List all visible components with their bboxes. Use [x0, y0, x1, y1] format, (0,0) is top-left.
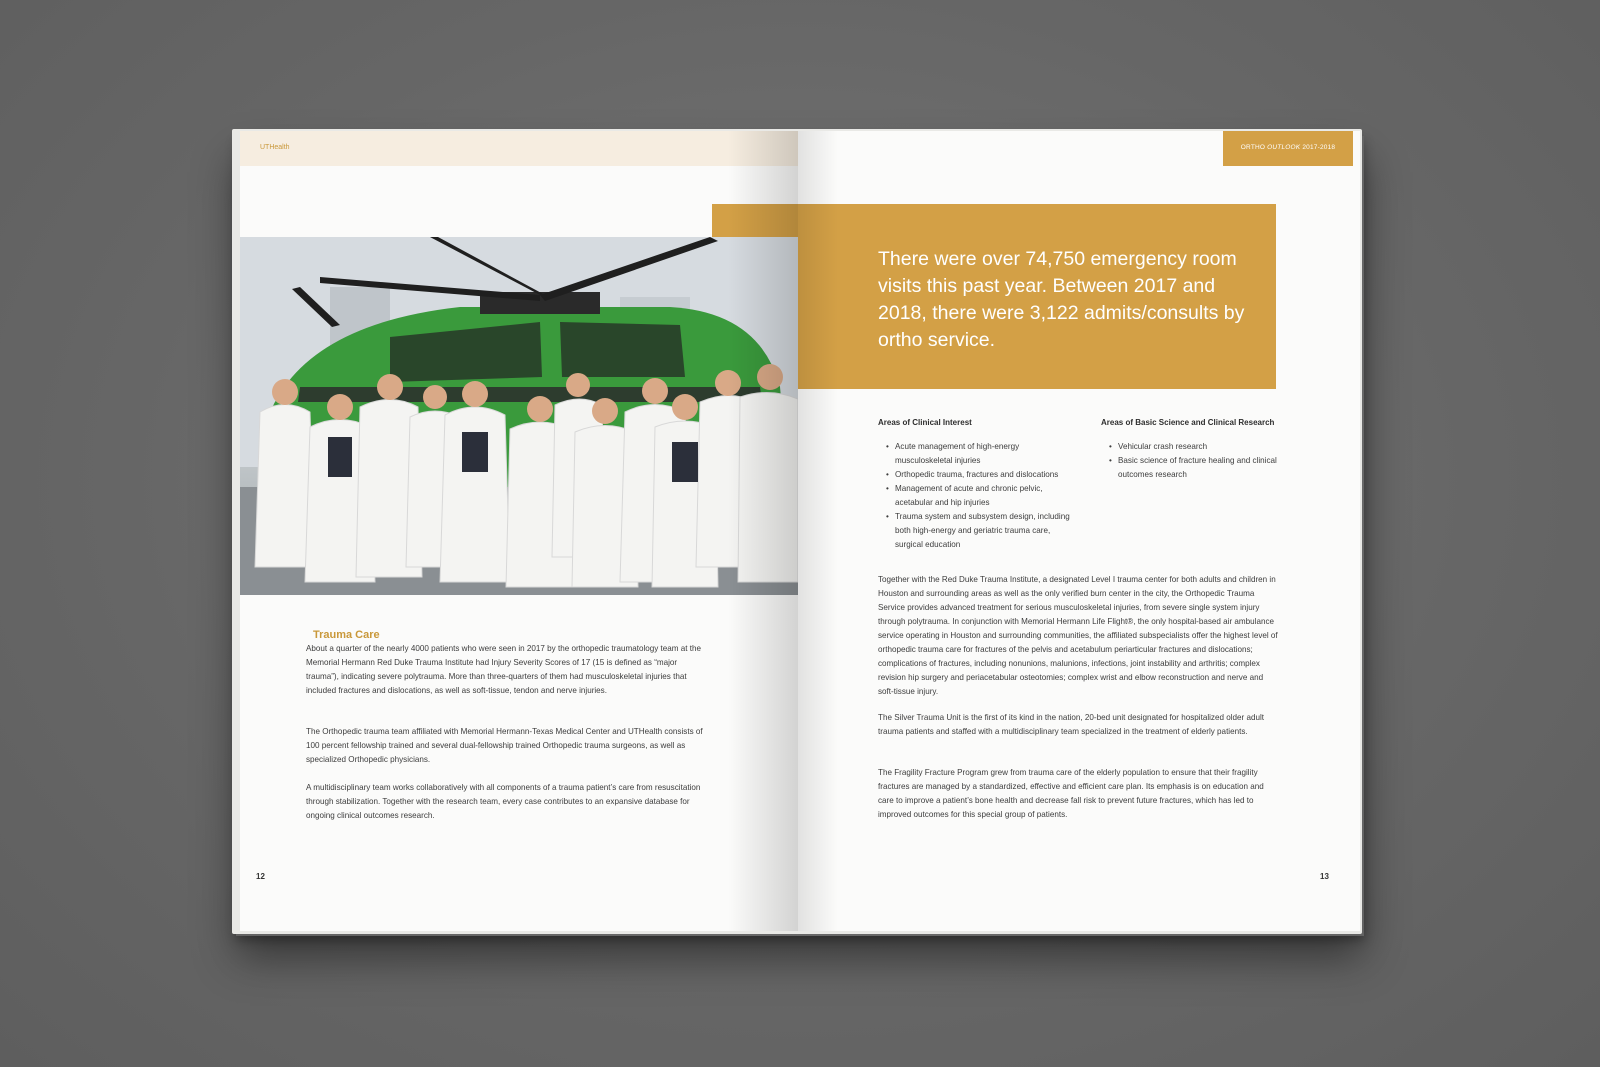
- right-paragraph-3: The Fragility Fracture Program grew from trauma care of the elderly population to ensure that their fragility fractures are managed by a standardized, effective and efficient care plan. Its emphasis is on education and care to improve a patient’s bone health and decrease fall risk to prevent future fractures, which has led to improved outcomes for this special group of patients.: [878, 768, 1264, 819]
- right-page: [798, 131, 1360, 931]
- publication-title-prefix: ORTHO: [1240, 144, 1268, 151]
- list-item: • Trauma system and subsystem design, including both high-energy and geriatric trauma care, surgical education: [878, 510, 1078, 552]
- list-item: • Management of acute and chronic pelvic, acetabular and hip injuries: [878, 482, 1078, 510]
- list-item: • Vehicular crash research: [1101, 440, 1281, 454]
- list-item: • Orthopedic trauma, fractures and dislocations: [878, 468, 1078, 482]
- team-photo-illustration: [240, 237, 798, 595]
- section-title-trauma-care: Trauma Care: [313, 629, 380, 641]
- left-page: [240, 131, 798, 931]
- page-number-left: 12: [256, 872, 265, 881]
- left-paragraph-2: The Orthopedic trauma team affiliated with Memorial Hermann-Texas Medical Center and UTHealth consists of 100 percent fellowship trained and several dual-fellowship trained Orthopedic trauma surgeons, as well as specialized Orthopedic physicians.: [306, 727, 703, 764]
- clinical-interest-list: [878, 440, 1078, 552]
- publication-title-suffix: 2017-2018: [1300, 144, 1336, 151]
- team-photo: [240, 237, 798, 595]
- publication-title-italic: OUTLOOK: [1267, 144, 1301, 151]
- brand-label: UTHealth: [260, 144, 290, 151]
- research-heading: Areas of Basic Science and Clinical Research: [1101, 418, 1275, 427]
- right-paragraph-2: The Silver Trauma Unit is the first of its kind in the nation, 20-bed unit designated for hospitalized older adult trauma patients and staffed with a multidisciplinary team specialized in the treatment of elderly patients.: [878, 713, 1265, 736]
- left-paragraph-3: A multidisciplinary team works collaboratively with all components of a trauma patient’s care from resuscitation through stabilization. Together with the research team, every case contributes to an expansive database for ongoing clinical outcomes research.: [306, 783, 701, 820]
- research-list: [1101, 440, 1281, 482]
- publication-title: [1227, 144, 1349, 151]
- clinical-interest-heading: Areas of Clinical Interest: [878, 418, 972, 427]
- page-number-right: 13: [1320, 872, 1329, 881]
- header-band-left: [240, 131, 798, 166]
- left-paragraph-1: About a quarter of the nearly 4000 patients who were seen in 2017 by the orthopedic traumatology team at the Memorial Hermann Red Duke Trauma Institute had Injury Severity Scores of 17 (15 is defined as “major trauma”), indicating severe polytrauma. More than three-quarters of them had musculoskeletal injuries that included fractures and dislocations, as well as soft-tissue, tendon and nerve injuries.: [306, 644, 702, 695]
- callout-box: [798, 204, 1276, 389]
- gold-accent-block: [712, 204, 798, 237]
- right-paragraph-1: Together with the Red Duke Trauma Institute, a designated Level I trauma center for both adults and children in Houston and surrounding areas as well as the only verified burn center in the city, the Orthopedic Trauma Service provides advanced treatment for serious musculoskeletal injuries, from severe single system injury through polytrauma. In conjunction with Memorial Hermann Life Flight®, the only hospital-based air ambulance service operating in Houston and surrounding communities, the affiliated subspecialists offer the highest level of orthopedic trauma care for fractures of the pelvis and acetabulum periarticular fractures and dislocations; complications of fractures, including nonunions, malunions, infections, joint instability and arthritis; complex revision hip surgery and periacetabular osteotomies; complex wrist and elbow reconstruction and nerve and soft-tissue injury.: [878, 575, 1278, 696]
- list-item: • Basic science of fracture healing and clinical outcomes research: [1101, 454, 1281, 482]
- callout-text: There were over 74,750 emergency room visits this past year. Between 2017 and 2018, there were 3,122 admits/consults by ortho service.: [878, 248, 1245, 351]
- list-item: • Acute management of high-energy musculoskeletal injuries: [878, 440, 1078, 468]
